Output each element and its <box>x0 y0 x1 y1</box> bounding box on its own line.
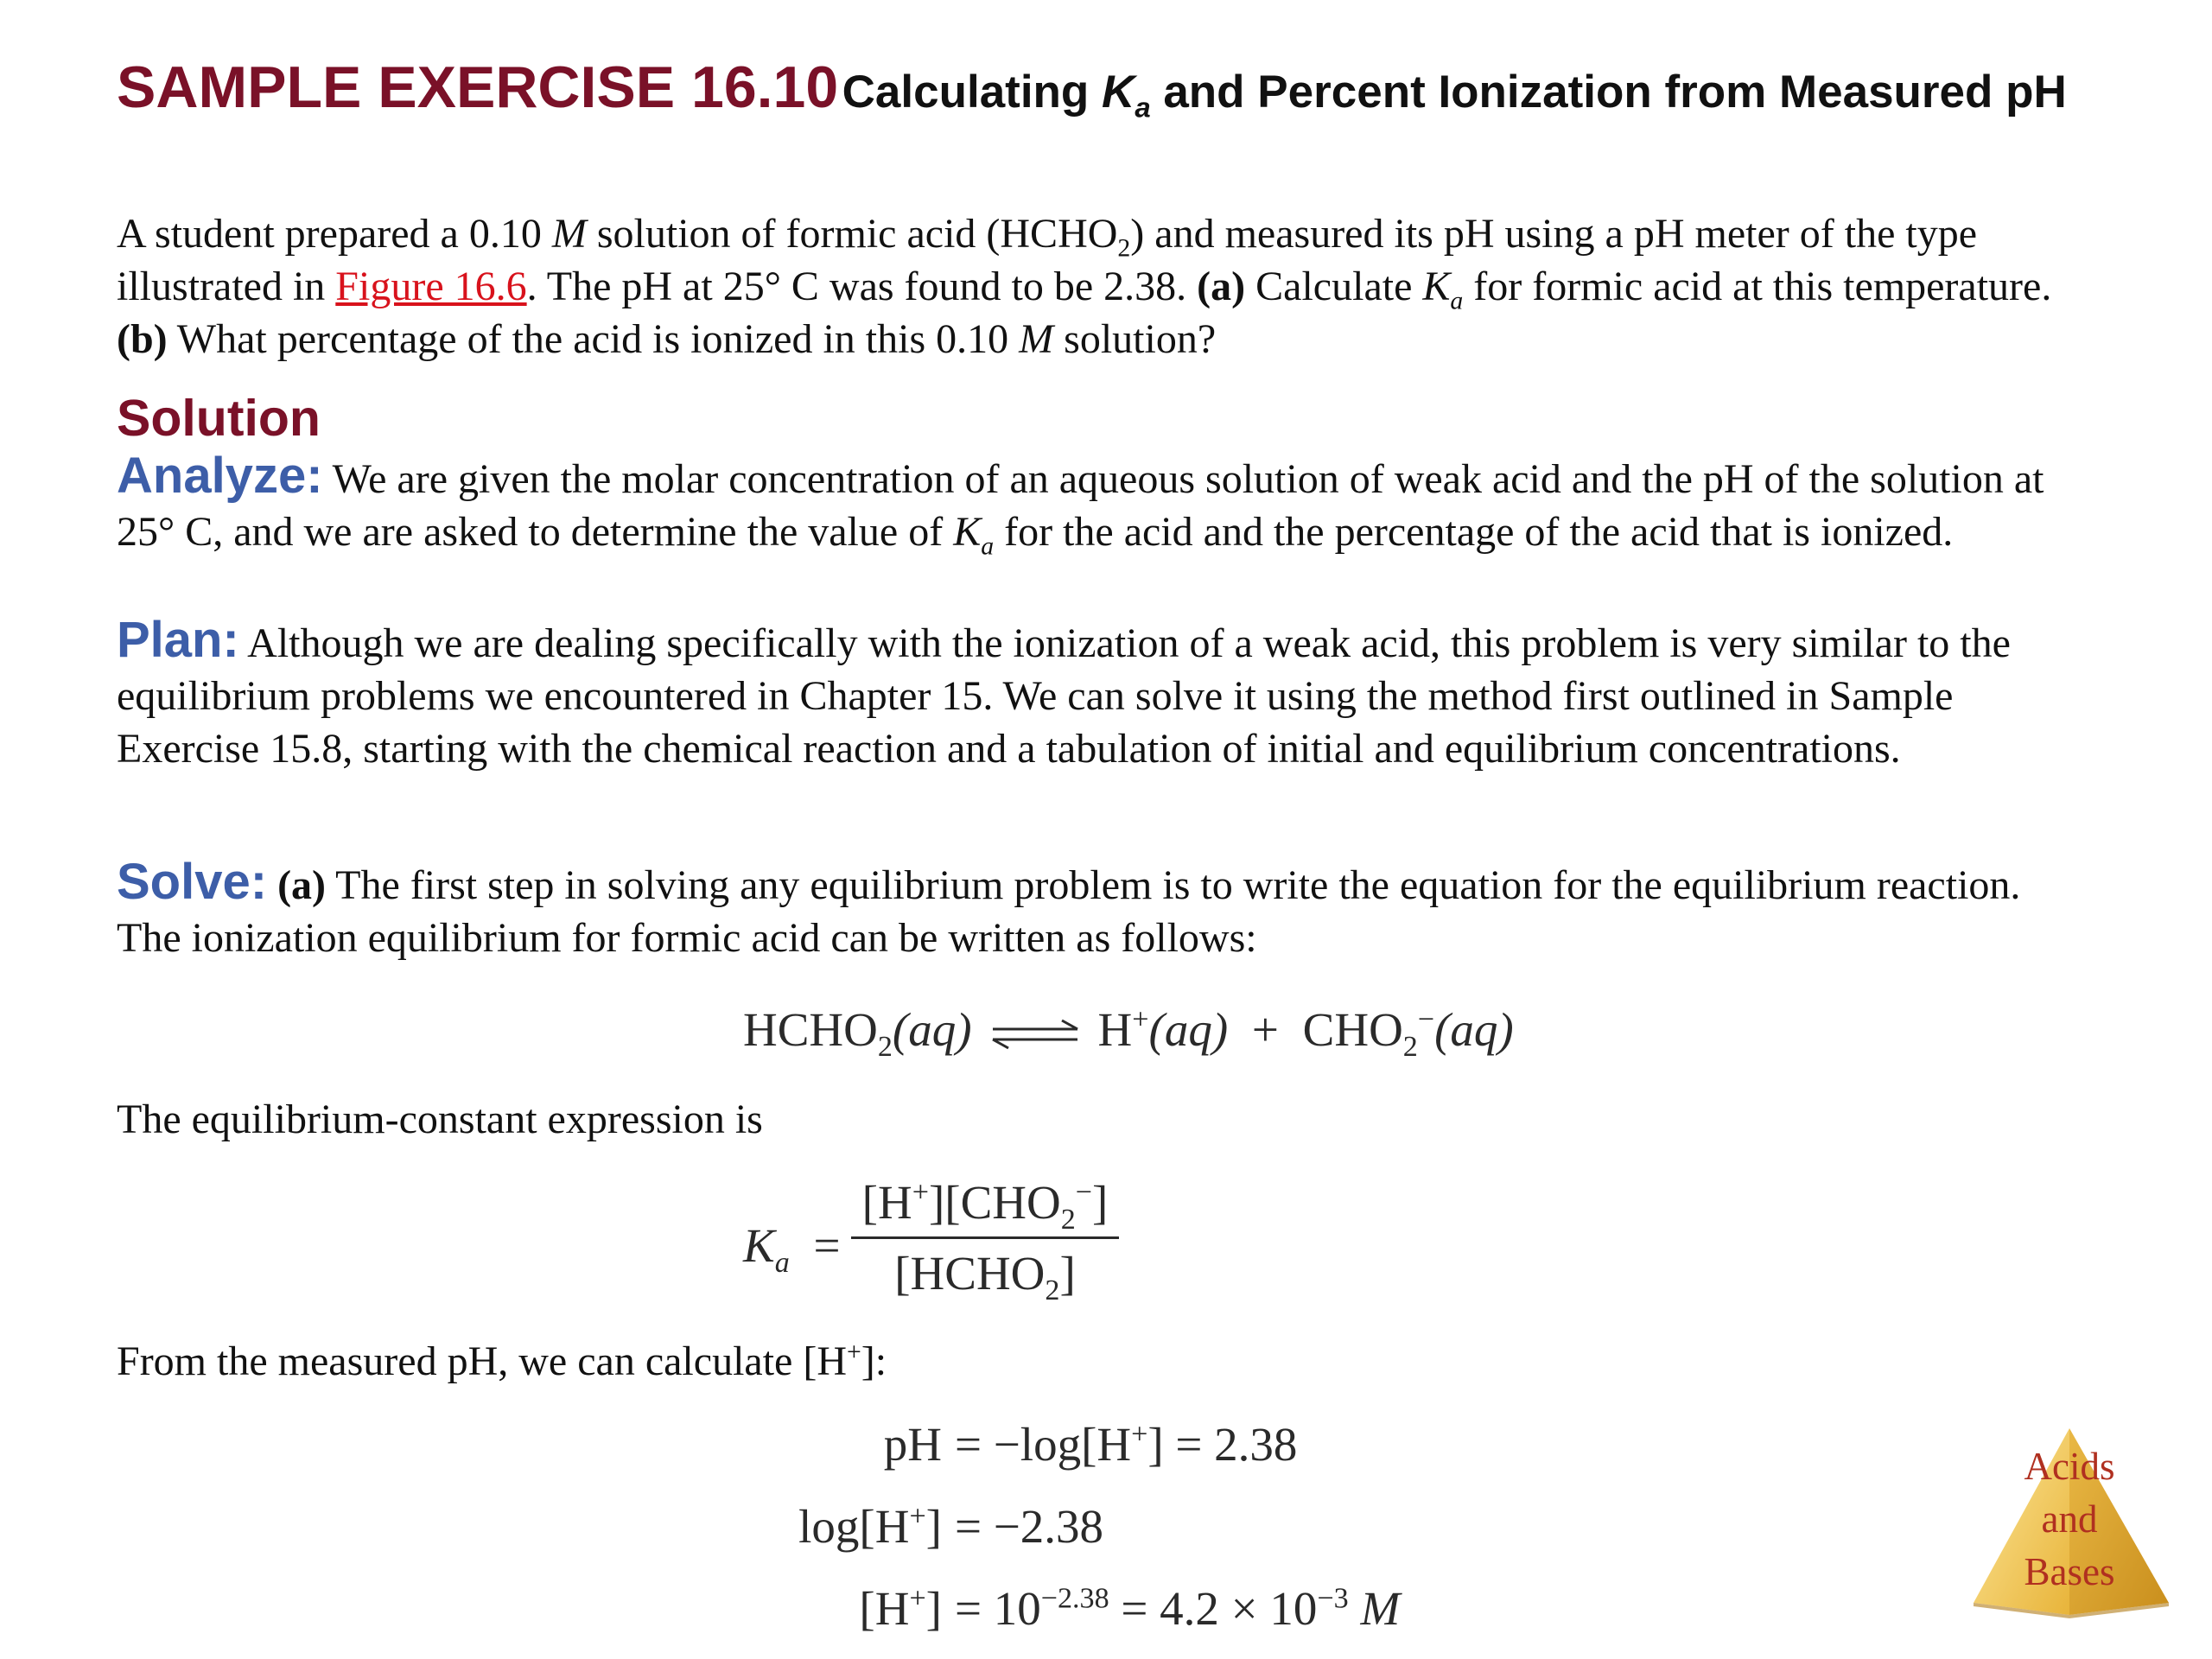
expression-intro: The equilibrium-constant expression is <box>117 1096 763 1142</box>
solve-paragraph: Solve: (a) The first step in solving any equilibrium problem is to write the equation for the equilibrium reaction. The ionization equilibrium for formic acid can be written as follows: <box>117 854 2021 961</box>
calculation-intro: From the measured pH, we can calculate [H+]: <box>117 1338 887 1384</box>
ka-numerator: $[H^+][CHO_2^-]$ <box>851 1175 1119 1239</box>
ka-fraction <box>851 1175 1119 1306</box>
problem-statement: A student prepared a 0.10 M solution of formic acid $(HCHO_2)$ and measured its pH using a pH meter of the type illustrated in Figure 16.6. The pH at 25° C was found to be 2.38. (a) Calculate $K_a$ for formic acid at this temperature. (b) What percentage of the acid is ionized in this 0.10 M solution? <box>117 211 2052 362</box>
analyze-paragraph: Analyze: We are given the molar concentration of an aqueous solution of weak acid and the pH of the solution at 25° C, and we are asked to determine the value of $K_a$ for the acid and the percentage of the acid that is ionized. <box>117 448 2044 561</box>
plan-paragraph: Plan: Although we are dealing specifically with the ionization of a weak acid, this problem is very similar to the equilibrium problems we encountered in Chapter 15. We can solve it using the method first outlined in Sample Exercise 15.8, starting with the chemical reaction and a tabulation of initial and equilibrium concentrations. <box>117 612 2011 772</box>
logo-text: Acids and Bases <box>2024 1445 2115 1593</box>
exercise-label: SAMPLE EXERCISE 16.10 <box>117 54 839 120</box>
ionization-equation: $HCHO_2(aq) H^+(aq) + CHO_2^-(aq)$ <box>743 1003 1514 1063</box>
equation-row: pH = −log[H+] = 2.38 <box>883 1418 1298 1471</box>
equation-row: log[H+] = −2.38 <box>798 1500 1104 1553</box>
solve-label: Solve: <box>117 854 268 910</box>
figure-link[interactable]: Figure 16.6 <box>335 264 527 309</box>
exercise-title: Calculating $K_a$ and Percent Ionization from Measured pH <box>842 67 2067 124</box>
plan-label: Plan: <box>117 612 239 668</box>
ka-symbol: $K_a$ = <box>743 1219 841 1279</box>
ka-denominator: $[HCHO_2]$ <box>894 1247 1076 1306</box>
analyze-label: Analyze: <box>117 448 323 504</box>
acids-bases-logo <box>1961 1421 2177 1620</box>
solution-heading: Solution <box>117 390 321 447</box>
equation-row: [H+] = $10^{-2.38} = 4.2 \times 10^{-3}$ M <box>859 1582 1401 1635</box>
equilibrium-arrow-icon <box>988 1017 1083 1052</box>
slide-header <box>117 54 2147 124</box>
